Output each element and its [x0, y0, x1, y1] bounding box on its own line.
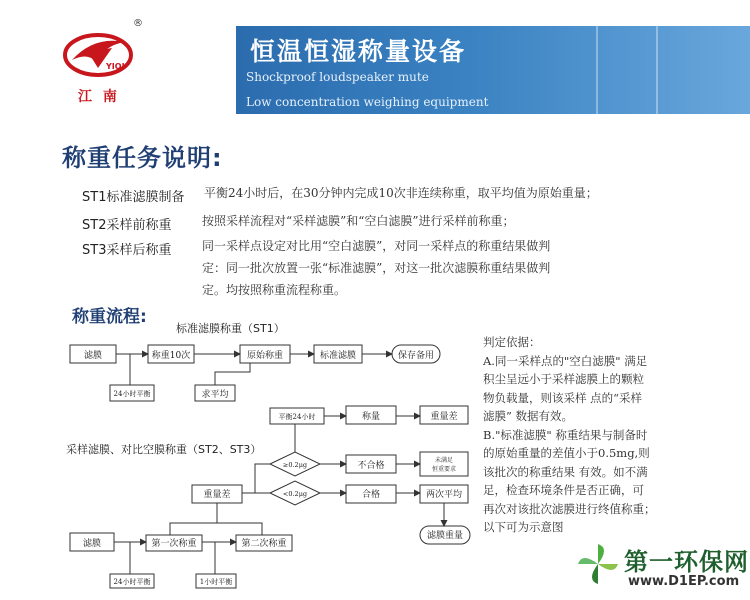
watermark-cn: 第一环保网: [624, 548, 749, 576]
flow-text: 滤膜: [83, 351, 103, 361]
judgement-line: 的原始重量的差值小于0.5mg,则: [483, 446, 650, 460]
task-text: 按照采样流程对“采样滤膜”和“空白滤膜”进行采样前称重；: [202, 214, 515, 228]
page-subtitle: Low concentration weighing equipment: [246, 95, 489, 109]
judgement-line: A.同一采样点的"空白滤膜" 满足: [483, 353, 648, 368]
flow-connector: [255, 464, 270, 493]
flow-text: ≥0.2μg: [282, 461, 308, 469]
judgement-line: B."标准滤膜" 称重结果与制备时: [483, 427, 648, 442]
flow-text: 恒重要求: [431, 466, 457, 473]
flow-text: 合格: [361, 490, 381, 500]
judgement-line: 再次对该批次滤膜进行终值称重；: [483, 501, 656, 516]
flow-text: 保存备用: [397, 351, 435, 361]
flow-text: 第一次称重: [151, 539, 197, 549]
flow-text: 第二次称重: [241, 539, 287, 549]
flow-text: <0.2μg: [282, 490, 308, 498]
judgement-text: [483, 333, 688, 537]
watermark: [570, 530, 750, 600]
brand-name: 江 南: [78, 89, 120, 105]
st1-label: 标准滤膜称重（ST1）: [176, 322, 285, 335]
judgement-line: 判定依据：: [483, 335, 541, 349]
pinwheel-icon: [576, 542, 620, 586]
flow-text: 滤膜: [82, 539, 102, 549]
flow-text: 称重10次: [151, 351, 191, 361]
flow-text: 称量: [361, 412, 381, 422]
flow-text: 求平均: [201, 390, 229, 400]
band-divider: [656, 26, 658, 114]
st23-label: 采样滤膜、对比空膜称重（ST2、ST3）: [66, 443, 262, 456]
judgement-line: 积尘呈远小于采样滤膜上的颗粒: [483, 372, 644, 386]
flow-text: 1小时平衡: [199, 578, 233, 586]
judgement-line: 该批次的称重结果 有效。如不满: [483, 464, 648, 479]
flow-text: 不合格: [357, 461, 385, 471]
flow-connector: [170, 523, 262, 535]
task-text-line: 同一采样点设定对比用“空白滤膜”，对同一采样点的称重结果做判: [202, 239, 551, 253]
logo-text: YIQI: [106, 62, 125, 71]
page-subtitle: Shockproof loudspeaker mute: [246, 70, 429, 84]
judgement-line: 以下可为示意图: [483, 520, 564, 534]
task-text: 平衡24小时后，在30分钟内完成10次非连续称重，取平均值为原始重量；: [204, 186, 598, 200]
flow-text: 24小时平衡: [113, 390, 151, 398]
task-label: ST3采样后称重: [82, 243, 172, 258]
page-title: 恒温恒湿称量设备: [250, 37, 467, 66]
band-divider: [596, 26, 598, 114]
flow-text: 重量差: [430, 412, 458, 422]
flow-section-title: 称重流程:: [72, 307, 147, 327]
flow-text: 未满足: [434, 457, 454, 464]
task-text-line: 定。均按照称重流程称重。: [202, 283, 347, 297]
flow-diagram: [0, 330, 480, 600]
task-section-title: 称重任务说明:: [62, 144, 223, 172]
judgement-line: 物负载量，则该采样 点的“采样: [483, 390, 643, 405]
flow-text: 重量差: [203, 490, 231, 500]
judgement-line: 滤膜” 数据有效。: [483, 409, 574, 423]
flow-text: 滤膜重量: [426, 531, 464, 541]
watermark-url: www.D1EP.com: [628, 574, 740, 589]
judgement-line: 足，检查环境条件是否正确，可: [483, 483, 644, 497]
title-band: [236, 26, 750, 114]
task-label: ST2采样前称重: [82, 218, 172, 233]
flow-text: 平衡24小时: [278, 413, 316, 421]
task-label: ST1标准滤膜制备: [82, 190, 185, 205]
flow-text: 两次平均: [425, 490, 463, 500]
registered-mark: ®: [133, 18, 143, 29]
flow-text: 24小时平衡: [113, 578, 151, 586]
flow-connector: [215, 363, 250, 385]
brand-logo: [58, 18, 143, 110]
task-text-line: 定：同一批次放置一张“标准滤膜”，对这一批次滤膜称重结果做判: [202, 261, 551, 275]
flow-text: 标准滤膜: [319, 351, 357, 361]
header: [0, 0, 750, 118]
flow-text: 原始称重: [246, 351, 284, 361]
